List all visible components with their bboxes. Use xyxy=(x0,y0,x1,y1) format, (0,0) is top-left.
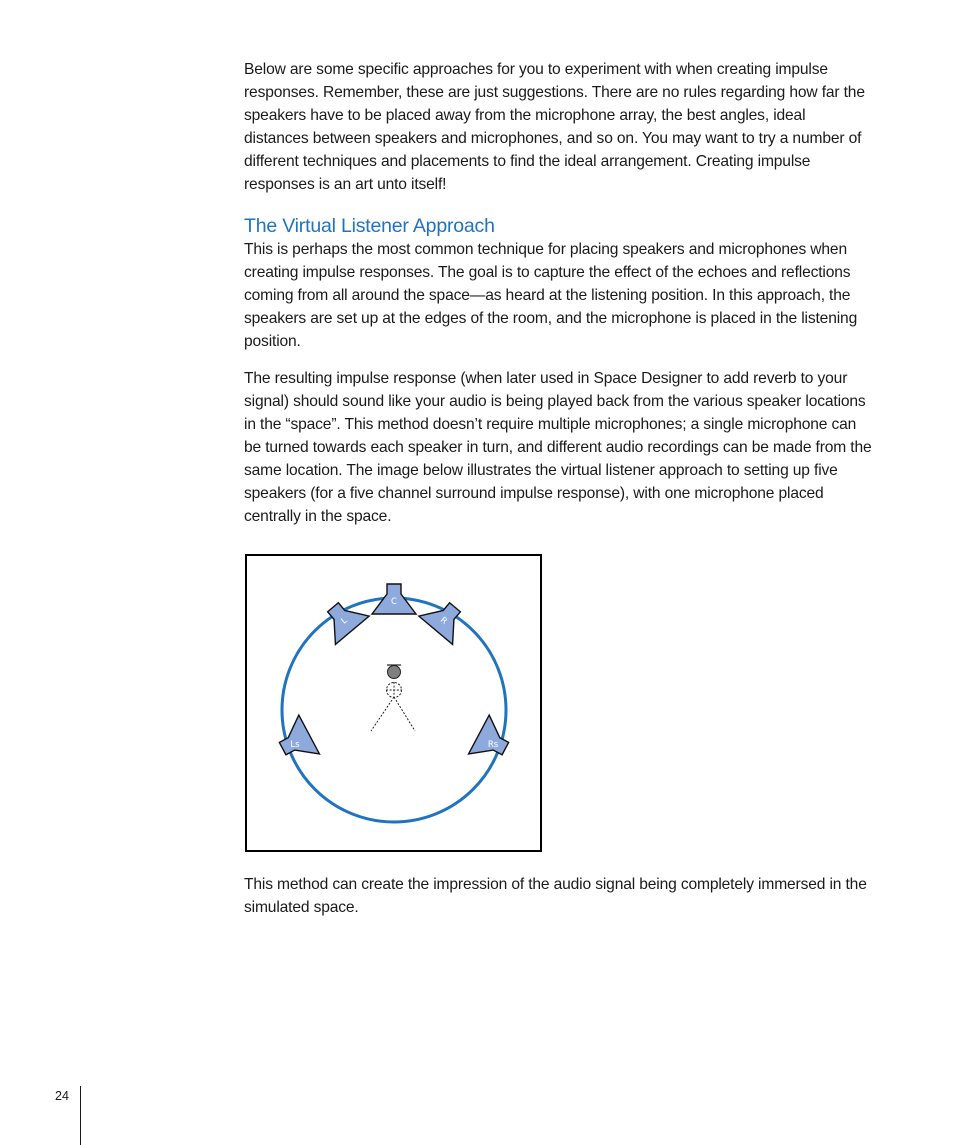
section-heading: The Virtual Listener Approach xyxy=(244,215,495,237)
listening-space-circle xyxy=(282,598,506,822)
body-paragraph: This is perhaps the most common technique for placing speakers and microphones when creating impulse responses. The goal is to capture the effect of the echoes and reflections coming from all around the space—as heard at the listening position. In this approach, the speakers are set up at the edges of the room, and the microphone is placed in the listening position. xyxy=(244,241,858,350)
speaker-r xyxy=(419,593,472,644)
speaker-placement-diagram xyxy=(245,554,542,852)
body-paragraph: The resulting impulse response (when later used in Space Designer to add reverb to your signal) should sound like your audio is being played back from the various speaker locations in the “space”. This method doesn’t require multiple microphones; a single microphone can be turned towards each speaker in turn, and different audio recordings can be made from the same location. The image below illustrates the virtual listener approach to setting up five speakers (for a five channel surround impulse response), with one microphone placed centrally in the space. xyxy=(244,370,872,525)
speaker-l xyxy=(316,593,369,644)
page-margin-rule xyxy=(80,1086,81,1145)
intro-paragraph: Below are some specific approaches for you to experiment with when creating impulse responses. Remember, these are just suggestions. There are no rules regarding how far the speakers have to be placed away from the microphone array, the best angles, ideal distances between speakers and microphones, and so on. You may want to try a number of different techniques and placements to find the ideal arrangement. Creating impulse responses is an art unto itself! xyxy=(244,61,865,193)
speaker-label-l: L xyxy=(339,615,350,627)
closing-paragraph: This method can create the impression of the audio signal being completely immersed in the simulated space. xyxy=(244,876,867,916)
speaker-rs xyxy=(469,715,516,768)
diagram-canvas xyxy=(247,556,540,850)
microphone-listener-icon xyxy=(371,665,415,731)
speaker-label-c: C xyxy=(391,597,397,607)
page-number: 24 xyxy=(55,1089,69,1103)
speaker-label-rs: Rs xyxy=(487,740,499,750)
speaker-label-ls: Ls xyxy=(290,740,300,750)
speaker-ls xyxy=(272,715,319,768)
speaker-label-r: R xyxy=(437,615,449,627)
